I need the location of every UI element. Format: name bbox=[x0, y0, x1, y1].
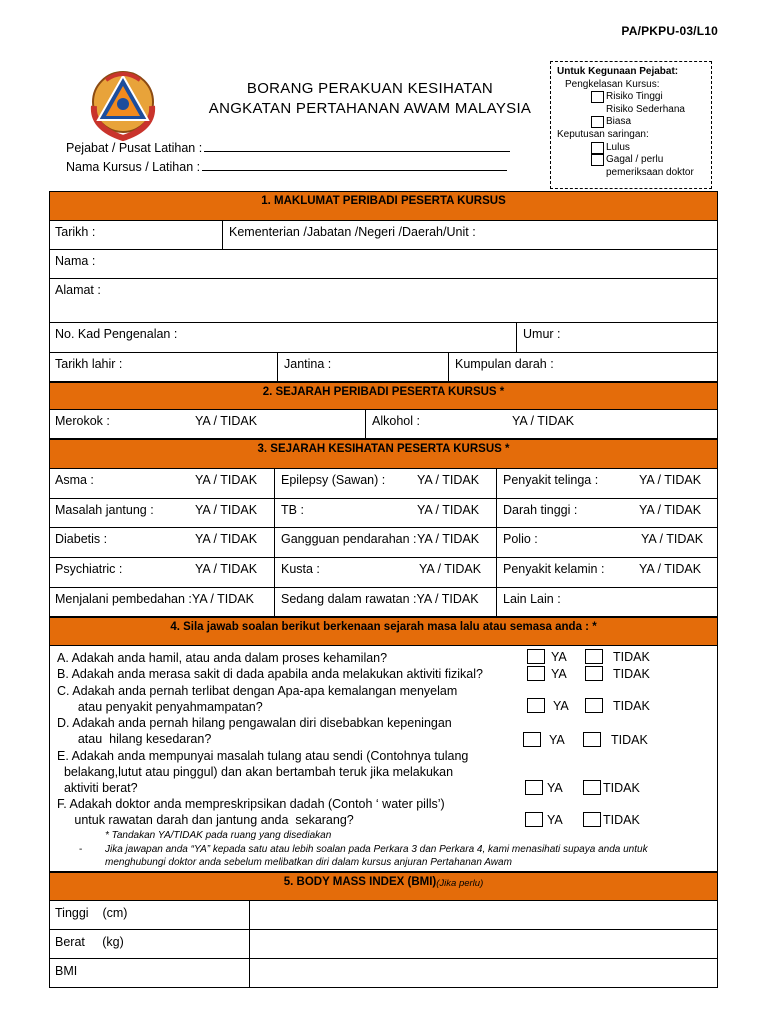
penyakit-kelamin-value[interactable]: YA / TIDAK bbox=[639, 562, 702, 576]
checkbox-b-no[interactable] bbox=[585, 666, 603, 681]
alkohol-field[interactable] bbox=[366, 410, 718, 438]
question-e-line1: E. Adakah anda mempunyai masalah tulang atau sendi (Contohnya tulang bbox=[57, 749, 469, 763]
gangguan-pendarahan-field[interactable] bbox=[275, 528, 497, 557]
section2-header bbox=[49, 382, 718, 410]
question-b-yes[interactable] bbox=[527, 666, 567, 681]
section3-row4 bbox=[49, 558, 718, 588]
section5-header bbox=[49, 872, 718, 901]
section1-row2 bbox=[49, 250, 718, 279]
bmi-row-tinggi bbox=[49, 901, 718, 930]
gangguan-pendarahan-label: Gangguan pendarahan : bbox=[281, 532, 417, 546]
checkbox-biasa[interactable] bbox=[591, 116, 604, 128]
section1-row1 bbox=[49, 221, 718, 250]
office-use-box bbox=[550, 61, 712, 189]
note-advice-line1: Jika jawapan anda “YA” kepada satu atau lebih soalan pada Perkara 3 dan Perkara 4, kami menasihati supaya anda untuk bbox=[105, 844, 648, 855]
tb-value[interactable]: YA / TIDAK bbox=[417, 503, 480, 517]
section1-title: 1. MAKLUMAT PERIBADI PESERTA KURSUS bbox=[261, 195, 506, 207]
sedang-rawatan-label: Sedang dalam rawatan : bbox=[281, 592, 417, 606]
checkbox-gagal[interactable] bbox=[591, 154, 604, 166]
option-risiko-tinggi: Risiko Tinggi bbox=[606, 91, 663, 103]
tarikh-lahir-field[interactable]: Tarikh lahir : bbox=[49, 353, 278, 381]
alkohol-label: Alkohol : bbox=[372, 414, 420, 428]
bmi-input[interactable] bbox=[250, 959, 718, 988]
sedang-rawatan-value[interactable]: YA / TIDAK bbox=[416, 592, 479, 606]
tb-label: TB : bbox=[281, 503, 304, 517]
pejabat-field[interactable] bbox=[66, 141, 510, 155]
asma-label: Asma : bbox=[55, 473, 94, 487]
lain-lain-field[interactable] bbox=[497, 588, 718, 616]
question-e bbox=[57, 748, 468, 796]
kumpulan-darah-field[interactable]: Kumpulan darah : bbox=[455, 357, 554, 371]
umur-field[interactable]: Umur : bbox=[523, 327, 561, 341]
office-use-title: Untuk Kegunaan Pejabat: bbox=[557, 66, 679, 77]
question-b-no[interactable] bbox=[585, 666, 650, 681]
question-f-line1: F. Adakah doktor anda mempreskripsikan dadah (Contoh ‘ water pills’) bbox=[57, 797, 445, 811]
darah-tinggi-value[interactable]: YA / TIDAK bbox=[639, 503, 702, 517]
yes-label: YA bbox=[547, 812, 563, 827]
tarikh-field[interactable]: Tarikh : bbox=[49, 221, 223, 249]
kementerian-field[interactable]: Kementerian /Jabatan /Negeri /Daerah/Unit : bbox=[229, 225, 476, 239]
bmi-row-bmi bbox=[49, 959, 718, 988]
no-label: TIDAK bbox=[613, 666, 650, 681]
diabetis-field[interactable] bbox=[49, 528, 275, 557]
apm-logo bbox=[86, 66, 160, 142]
gangguan-pendarahan-value[interactable]: YA / TIDAK bbox=[417, 532, 480, 546]
section3-header bbox=[49, 439, 718, 469]
checkbox-f-no[interactable] bbox=[583, 812, 601, 827]
masalah-jantung-field[interactable] bbox=[49, 499, 275, 527]
diabetis-label: Diabetis : bbox=[55, 532, 108, 546]
question-c-yes[interactable] bbox=[527, 698, 569, 713]
classification-label: Pengkelasan Kursus: bbox=[565, 78, 660, 90]
lain-lain-label: Lain Lain : bbox=[503, 592, 561, 606]
yes-label: YA bbox=[553, 698, 569, 713]
form-title-line1: BORANG PERAKUAN KESIHATAN bbox=[246, 80, 494, 97]
asma-value[interactable]: YA / TIDAK bbox=[195, 473, 258, 487]
question-a-yes[interactable] bbox=[527, 649, 567, 664]
bmi-label: BMI bbox=[49, 959, 250, 988]
question-e-yes[interactable] bbox=[525, 780, 563, 795]
checkbox-d-yes[interactable] bbox=[523, 732, 541, 747]
epilepsy-label: Epilepsy (Sawan) : bbox=[281, 473, 386, 487]
question-c bbox=[57, 683, 457, 715]
alkohol-value[interactable]: YA / TIDAK bbox=[512, 414, 575, 428]
section3-row2 bbox=[49, 499, 718, 528]
checkbox-lulus[interactable] bbox=[591, 142, 604, 154]
checkbox-e-yes[interactable] bbox=[525, 780, 543, 795]
tb-field[interactable] bbox=[275, 499, 497, 527]
question-f-yes[interactable] bbox=[525, 812, 563, 827]
question-e-line3: aktiviti berat? bbox=[57, 781, 138, 795]
checkbox-a-no[interactable] bbox=[585, 649, 603, 664]
kursus-line[interactable] bbox=[202, 160, 507, 171]
sedang-rawatan-field[interactable] bbox=[275, 588, 497, 616]
pejabat-line[interactable] bbox=[204, 141, 510, 152]
decision-label: Keputusan saringan: bbox=[557, 128, 649, 140]
polio-label: Polio : bbox=[503, 532, 538, 546]
section5-title-suffix: (Jika perlu) bbox=[436, 878, 484, 889]
section1-row4 bbox=[49, 323, 718, 353]
psychiatric-value[interactable]: YA / TIDAK bbox=[195, 562, 258, 576]
yes-label: YA bbox=[551, 666, 567, 681]
alamat-field[interactable]: Alamat : bbox=[55, 283, 101, 297]
note-advice-line2: menghubungi doktor anda sebelum melibatkan diri dalam kursus anjuran Pertahanan Awam bbox=[105, 857, 512, 868]
yes-label: YA bbox=[551, 649, 567, 664]
epilepsy-value[interactable]: YA / TIDAK bbox=[417, 473, 480, 487]
note-tandakan: * Tandakan YA/TIDAK pada ruang yang disediakan bbox=[105, 830, 332, 841]
polio-field[interactable] bbox=[497, 528, 718, 557]
checkbox-c-yes[interactable] bbox=[527, 698, 545, 713]
document-code: PA/PKPU-03/L10 bbox=[621, 24, 718, 38]
no-label: TIDAK bbox=[613, 698, 650, 713]
question-b-line1: B. Adakah anda merasa sakit di dada apabila anda melakukan aktiviti fizikal? bbox=[57, 667, 483, 681]
section1-row3 bbox=[49, 279, 718, 323]
penyakit-telinga-value[interactable]: YA / TIDAK bbox=[639, 473, 702, 487]
checkbox-f-yes[interactable] bbox=[525, 812, 543, 827]
question-a-no[interactable] bbox=[585, 649, 650, 664]
psychiatric-field[interactable] bbox=[49, 558, 275, 587]
question-a-line1: A. Adakah anda hamil, atau anda dalam proses kehamilan? bbox=[57, 651, 388, 665]
nama-field[interactable]: Nama : bbox=[55, 254, 96, 268]
kursus-field[interactable] bbox=[66, 160, 507, 174]
section3-row3 bbox=[49, 528, 718, 558]
no-label: TIDAK bbox=[603, 780, 640, 795]
no-label: TIDAK bbox=[613, 649, 650, 664]
question-c-no[interactable] bbox=[585, 698, 650, 713]
jantina-field[interactable]: Jantina : bbox=[278, 353, 449, 381]
kusta-field[interactable] bbox=[275, 558, 497, 587]
diabetis-value[interactable]: YA / TIDAK bbox=[195, 532, 258, 546]
question-f-no[interactable] bbox=[583, 812, 640, 827]
question-e-line2: belakang,lutut atau pinggul) dan akan bertambah teruk jika melakukan bbox=[57, 765, 454, 779]
epilepsy-field[interactable] bbox=[275, 469, 497, 498]
kursus-label: Nama Kursus / Latihan : bbox=[66, 160, 201, 174]
merokok-value[interactable]: YA / TIDAK bbox=[195, 414, 258, 428]
section5-title: 5. BODY MASS INDEX (BMI) bbox=[283, 876, 437, 888]
section1-row5 bbox=[49, 353, 718, 382]
section4-questions bbox=[49, 646, 718, 872]
section4-header bbox=[49, 617, 718, 646]
checkbox-risiko-tinggi[interactable] bbox=[591, 91, 604, 103]
option-lulus: Lulus bbox=[606, 141, 630, 153]
section3-row5 bbox=[49, 588, 718, 617]
masalah-jantung-value[interactable]: YA / TIDAK bbox=[195, 503, 258, 517]
option-biasa: Biasa bbox=[606, 116, 632, 128]
question-d-yes[interactable] bbox=[523, 732, 565, 747]
pembedahan-value[interactable]: YA / TIDAK bbox=[191, 592, 254, 606]
bmi-row-berat bbox=[49, 930, 718, 959]
section1-header bbox=[49, 191, 718, 221]
merokok-label: Merokok : bbox=[55, 414, 110, 428]
penyakit-kelamin-label: Penyakit kelamin : bbox=[503, 562, 605, 576]
penyakit-kelamin-field[interactable] bbox=[497, 558, 718, 587]
checkbox-c-no[interactable] bbox=[585, 698, 603, 713]
question-e-no[interactable] bbox=[583, 780, 640, 795]
pembedahan-label: Menjalani pembedahan : bbox=[55, 592, 192, 606]
question-f bbox=[57, 796, 445, 828]
kad-pengenalan-field[interactable]: No. Kad Pengenalan : bbox=[49, 323, 517, 352]
pembedahan-field[interactable] bbox=[49, 588, 275, 616]
question-c-line1: C. Adakah anda pernah terlibat dengan Apa-apa kemalangan menyelam bbox=[57, 684, 458, 698]
tinggi-label: Tinggi (cm) bbox=[49, 901, 250, 929]
no-label: TIDAK bbox=[611, 732, 648, 747]
option-gagal: Gagal / perlu bbox=[606, 154, 664, 166]
section3-title: 3. SEJARAH KESIHATAN PESERTA KURSUS * bbox=[257, 443, 510, 455]
form-title-line2: ANGKATAN PERTAHANAN AWAM MALAYSIA bbox=[208, 100, 532, 117]
pejabat-label: Pejabat / Pusat Latihan : bbox=[66, 141, 203, 155]
kusta-label: Kusta : bbox=[281, 562, 320, 576]
yes-label: YA bbox=[549, 732, 565, 747]
section4-title: 4. Sila jawab soalan berikut berkenaan sejarah masa lalu atau semasa anda : * bbox=[170, 621, 597, 633]
question-d-line2: atau hilang kesedaran? bbox=[57, 732, 212, 746]
no-label: TIDAK bbox=[603, 812, 640, 827]
masalah-jantung-label: Masalah jantung : bbox=[55, 503, 154, 517]
berat-input[interactable] bbox=[250, 930, 718, 958]
tinggi-input[interactable] bbox=[250, 901, 718, 929]
question-b bbox=[57, 666, 483, 682]
asma-field[interactable] bbox=[49, 469, 275, 498]
yes-label: YA bbox=[547, 780, 563, 795]
question-d-line1: D. Adakah anda pernah hilang pengawalan diri disebabkan kepeningan bbox=[57, 716, 452, 730]
question-d bbox=[57, 715, 452, 747]
question-f-line2: untuk rawatan darah dan jantung anda sekarang? bbox=[57, 813, 354, 827]
checkbox-b-yes[interactable] bbox=[527, 666, 545, 681]
darah-tinggi-label: Darah tinggi : bbox=[503, 503, 578, 517]
question-c-line2: atau penyakit penyahmampatan? bbox=[57, 700, 263, 714]
question-d-no[interactable] bbox=[583, 732, 648, 747]
checkbox-a-yes[interactable] bbox=[527, 649, 545, 664]
option-pemeriksaan-doktor: pemeriksaan doktor bbox=[606, 166, 694, 178]
question-a bbox=[57, 650, 387, 666]
checkbox-e-no[interactable] bbox=[583, 780, 601, 795]
penyakit-telinga-label: Penyakit telinga : bbox=[503, 473, 599, 487]
kusta-value[interactable]: YA / TIDAK bbox=[419, 562, 482, 576]
polio-value[interactable]: YA / TIDAK bbox=[641, 532, 704, 546]
section2-title: 2. SEJARAH PERIBADI PESERTA KURSUS * bbox=[262, 386, 505, 398]
merokok-field[interactable] bbox=[49, 410, 366, 438]
darah-tinggi-field[interactable] bbox=[497, 499, 718, 527]
berat-label: Berat (kg) bbox=[49, 930, 250, 958]
option-risiko-sederhana: Risiko Sederhana bbox=[606, 103, 685, 115]
note-dash: - bbox=[79, 844, 83, 855]
checkbox-d-no[interactable] bbox=[583, 732, 601, 747]
psychiatric-label: Psychiatric : bbox=[55, 562, 123, 576]
penyakit-telinga-field[interactable] bbox=[497, 469, 718, 498]
section3-row1 bbox=[49, 469, 718, 499]
section2-row bbox=[49, 410, 718, 439]
